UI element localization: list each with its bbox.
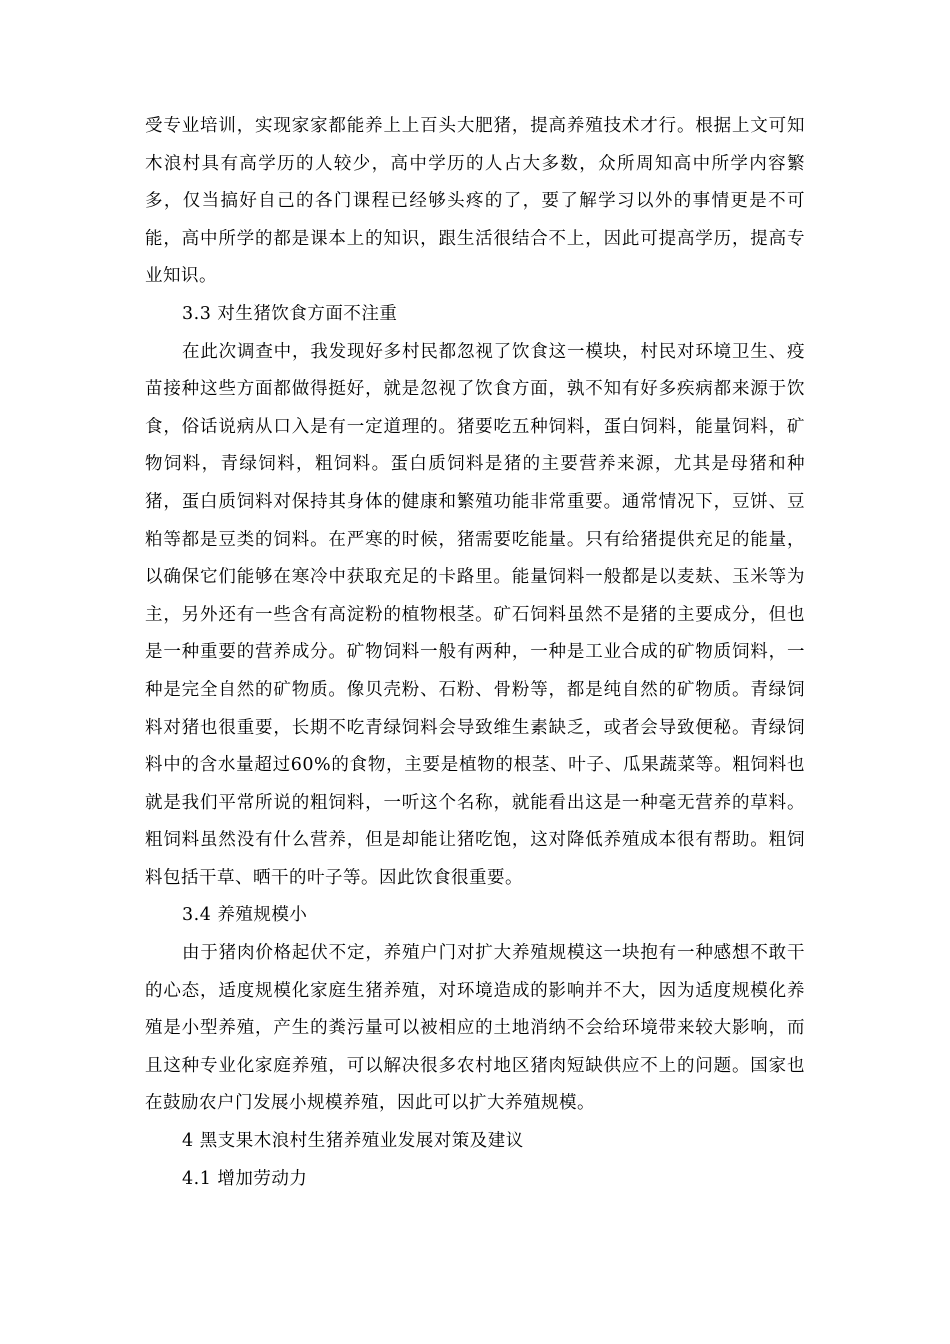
section-heading-3-3: 3.3 对生猪饮食方面不注重: [182, 303, 398, 324]
body-paragraph: 受专业培训，实现家家都能养上上百头大肥猪，提高养殖技术才行。根据上文可知木浪村具有高学历的人较少，高中学历的人占大多数，众所周知高中所学内容繁多，仅当搞好自己的各门课程已经够头疼的了，要了解学习以外的事情更是不可能，高中所学的都是课本上的知识，跟生活很结合不上，因此可提高学历，提高专业知识。: [145, 116, 805, 287]
section-heading-4-1: 4.1 增加劳动力: [182, 1168, 308, 1189]
section-heading-3-4: 3.4 养殖规模小: [182, 905, 308, 926]
body-paragraph: 在此次调查中，我发现好多村民都忽视了饮食这一模块，村民对环境卫生、疫苗接种这些方面都做得挺好，就是忽视了饮食方面，孰不知有好多疾病都来源于饮食，俗话说病从口入是有一定道理的。猪要吃五种饲料，蛋白饲料，能量饲料，矿物饲料，青绿饲料，粗饲料。蛋白质饲料是猪的主要营养来源，尤其是母猪和种猪，蛋白质饲料对保持其身体的健康和繁殖功能非常重要。通常情况下，豆饼、豆粕等都是豆类的饲料。在严寒的时候，猪需要吃能量。只有给猪提供充足的能量，以确保它们能够在寒冷中获取充足的卡路里。能量饲料一般都是以麦麸、玉米等为主，另外还有一些含有高淀粉的植物根茎。矿石饲料虽然不是猪的主要成分，但也是一种重要的营养成分。矿物饲料一般有两种，一种是工业合成的矿物质饲料，一种是完全自然的矿物质。像贝壳粉、石粉、骨粉等，都是纯自然的矿物质。青绿饲料对猪也很重要，长期不吃青绿饲料会导致维生素缺乏，或者会导致便秘。青绿饲料中的含水量超过60%的食物，主要是植物的根茎、叶子、瓜果蔬菜等。粗饲料也就是我们平常所说的粗饲料，一听这个名称，就能看出这是一种毫无营养的草料。粗饲料虽然没有什么营养，但是却能让猪吃饱，这对降低养殖成本很有帮助。粗饲料包括干草、晒干的叶子等。因此饮食很重要。: [145, 341, 805, 888]
body-paragraph: 由于猪肉价格起伏不定，养殖户门对扩大养殖规模这一块抱有一种感想不敢干的心态，适度规模化家庭生猪养殖，对环境造成的影响并不大，因为适度规模化养殖是小型养殖，产生的粪污量可以被相应的土地消纳不会给环境带来较大影响，而且这种专业化家庭养殖，可以解决很多农村地区猪肉短缺供应不上的问题。国家也在鼓励农户门发展小规模养殖，因此可以扩大养殖规模。: [145, 943, 805, 1114]
document-body: [145, 108, 805, 1198]
section-heading-4: 4 黑支果木浪村生猪养殖业发展对策及建议: [182, 1131, 524, 1152]
